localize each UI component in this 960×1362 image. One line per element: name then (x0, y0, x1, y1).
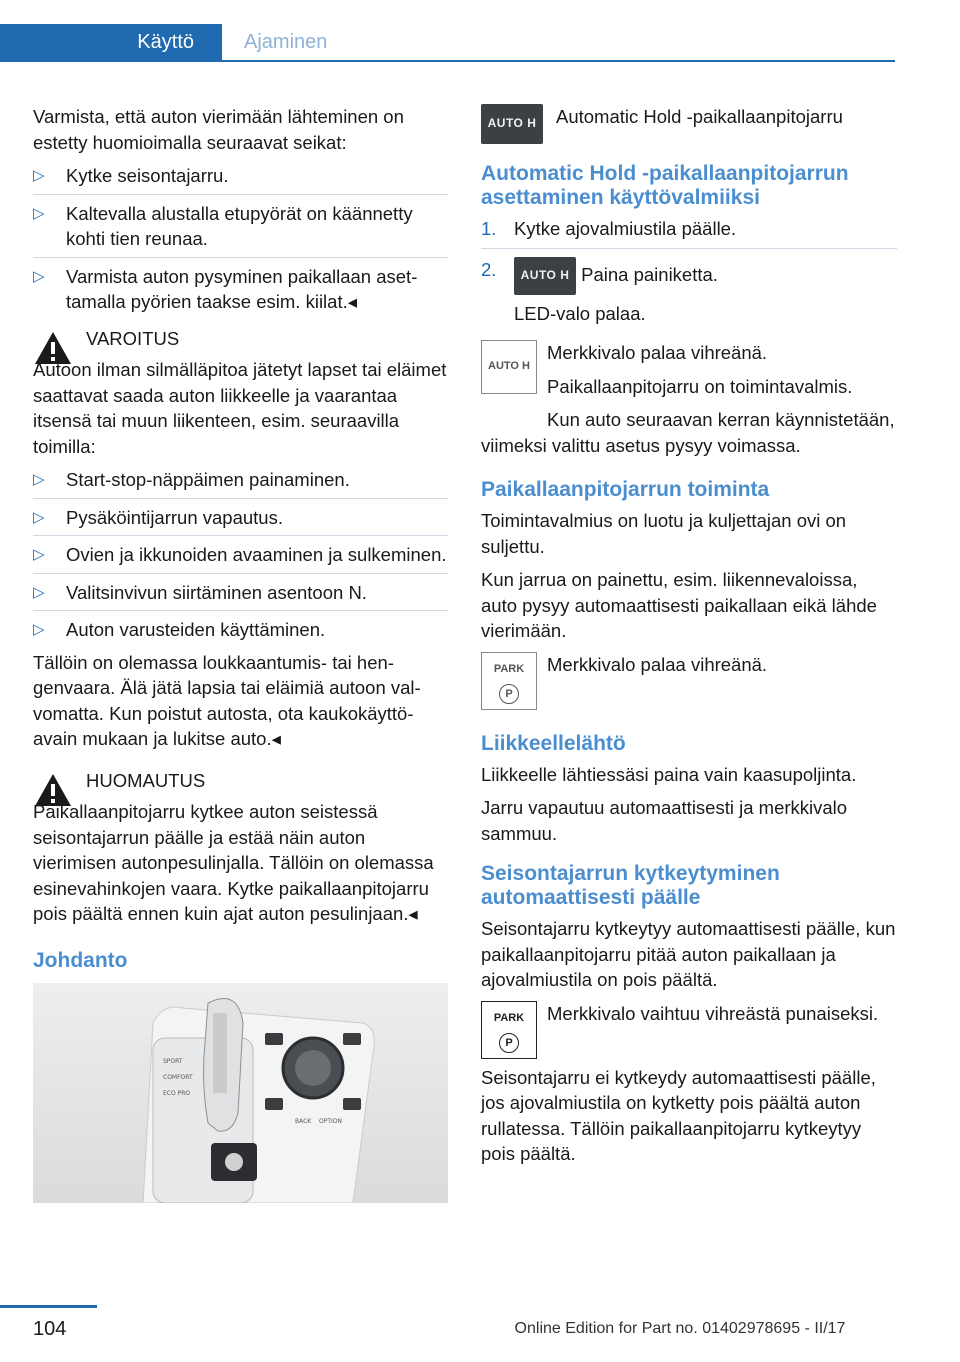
console-label-ecopro: ECO PRO (163, 1089, 191, 1097)
triangle-bullet-icon: ▷ (33, 267, 45, 285)
console-label-option: OPTION (319, 1117, 342, 1125)
lamp-red-text: Merkkivalo vaihtuu vihreästä punaiseksi. (547, 1002, 879, 1024)
park-indicator-lamp-icon: PARK P (481, 652, 537, 710)
triangle-bullet-icon: ▷ (33, 167, 45, 184)
footer-rule (0, 1305, 97, 1308)
list-item: ▷ Kaltevalla alustalla etupyörät on käännetty kohti tien reunaa. (33, 201, 448, 258)
triangle-bullet-icon: ▷ (33, 583, 45, 601)
list-item: ▷ Start-stop-näppäimen painaminen. (33, 467, 448, 499)
tab-kaytto[interactable]: Käyttö (0, 24, 222, 60)
auto-park-paragraph-1: Seisontajarru kytkeytyy automaattisesti päälle, kun paikallaanpitojarru pitää auton paikallaan ja ajovalmiustila on pois päältä. (481, 918, 896, 990)
notice-text: Paikallaanpitojarru kytkee auton seistessä seisontajarrun päälle ja estää näin auton vierimisen autonpesulinjalla. Tällöin on olemassa esinevahinkojen vaara. Kytke paikallaanpitojarru pois päältä ennen kuin ajat auton pesulinjaan.◂ (33, 801, 434, 924)
park-indicator-lamp-icon: PARK P (481, 1001, 537, 1059)
checklist (33, 163, 448, 320)
warning-title: VAROITUS (86, 327, 180, 349)
triangle-bullet-icon: ▷ (33, 546, 45, 563)
console-label-back: BACK (295, 1117, 312, 1125)
auto-h-button-icon: AUTO H (481, 104, 543, 144)
left-column (33, 104, 448, 1203)
triangle-bullet-icon: ▷ (33, 621, 45, 638)
heading-function: Paikallaanpitojarrun toiminta (481, 478, 770, 501)
auto-h-button-icon: AUTO H (514, 257, 576, 295)
heading-auto-park: Seisontajarrun kytkeytyminen automaattisesti päälle (481, 862, 780, 909)
list-item: ▷ Valitsinvivun siirtäminen asentoon N. (33, 580, 448, 612)
console-label-comfort: COMFORT (163, 1073, 193, 1081)
triangle-bullet-icon: ▷ (33, 508, 45, 526)
warning-text: Autoon ilman silmälläpitoa jätetyt lapset tai eläimet saattavat saada auton liikkeelle ja vaarantaa itsensä tai muun liikenteen, esim. seuraavilla toimilla: (33, 359, 447, 457)
warning-consequence: Tällöin on olemassa loukkaantumis- tai hengenvaara. Älä jätä lapsia tai eläimiä autoon valvomatta. Kun poistut autosta, ota kaukokäyttöavain mukaan ja lukitse auto.◂ (33, 651, 421, 749)
chapter-tabs (0, 24, 895, 62)
intro-paragraph: Varmista, että auton vierimään lähteminen on estetty huomioimalla seuraavat seikat: (33, 106, 404, 153)
start-paragraph-2: Jarru vapautuu automaattisesti ja merkkivalo sammuu. (481, 797, 848, 844)
warning-block (33, 326, 448, 460)
list-item: ▷ Varmista auton pysyminen paikallaan asettamalla pyörien taakse esim. kiilat.◂ (33, 265, 418, 312)
list-item: ▷ Auton varusteiden käyttäminen. (33, 617, 448, 648)
auto-h-indicator-lamp-icon: AUTO H (481, 340, 537, 394)
lamp-green-text-2: Merkkivalo palaa vihreänä. (547, 653, 768, 675)
function-paragraph-2: Kun jarrua on painettu, esim. liikennevaloissa, auto pysyy automaattisesti paikallaan eikä lähde vierimään. (481, 569, 877, 641)
lamp-row-1 (481, 340, 897, 399)
page-number: 104 (33, 1318, 67, 1340)
list-item: ▷ Ovien ja ikkunoiden avaaminen ja sulkeminen. (33, 542, 448, 574)
header-rule (0, 60, 895, 62)
auto-hold-row (481, 104, 897, 146)
list-item: ▷ Kytke seisontajarru. (33, 163, 448, 195)
list-item: ▷ Pysäköintijarrun vapautus. (33, 505, 448, 537)
tab-ajaminen[interactable]: Ajaminen (244, 30, 328, 53)
right-column (481, 104, 897, 1175)
auto-park-paragraph-2: Seisontajarru ei kytkeydy automaattisesti päälle, jos ajovalmiustila on kytketty pois päältä auton rullatessa. Tällöin paikallaanpitojarru kytkeytyy pois päältä. (481, 1066, 876, 1164)
warning-list (33, 467, 448, 648)
start-paragraph-1: Liikkeelle lähtiessäsi paina vain kaasupoljinta. (481, 763, 857, 785)
step-item: 2. AUTO H Paina painiketta. LED-valo palaa. (481, 258, 718, 324)
heading-setup: Automatic Hold -paikallaanpitojarrun asettaminen käyttövalmiiksi (481, 162, 849, 209)
notice-block (33, 768, 448, 927)
center-console-photo (33, 983, 448, 1203)
heading-johdanto: Johdanto (33, 948, 128, 972)
auto-hold-caption: Automatic Hold -paikallaanpitojarru (556, 106, 843, 127)
ready-text-2: Kun auto seuraavan kerran käynnistetään, viimeksi valittu asetus pysyy voimassa. (481, 409, 895, 456)
console-label-sport: SPORT (163, 1057, 183, 1065)
edition-note: Online Edition for Part no. 01402978695 - II/17 (514, 1320, 846, 1337)
triangle-bullet-icon: ▷ (33, 471, 45, 488)
setup-steps (481, 216, 897, 332)
ready-text: Paikallaanpitojarru on toimintavalmis. (547, 375, 853, 397)
function-paragraph-1: Toimintavalmius on luotu ja kuljettajan ovi on suljettu. (481, 510, 847, 557)
notice-title: HUOMAUTUS (86, 769, 206, 791)
lamp-green-text: Merkkivalo palaa vihreänä. (547, 342, 768, 363)
triangle-bullet-icon: ▷ (33, 204, 45, 222)
step-item: 1. Kytke ajovalmiustila päälle. (481, 216, 897, 249)
heading-start: Liikkeellelähtö (481, 731, 626, 755)
lamp-row-3 (481, 1001, 897, 1057)
lamp-row-2 (481, 652, 897, 708)
console-illustration (33, 983, 448, 1203)
